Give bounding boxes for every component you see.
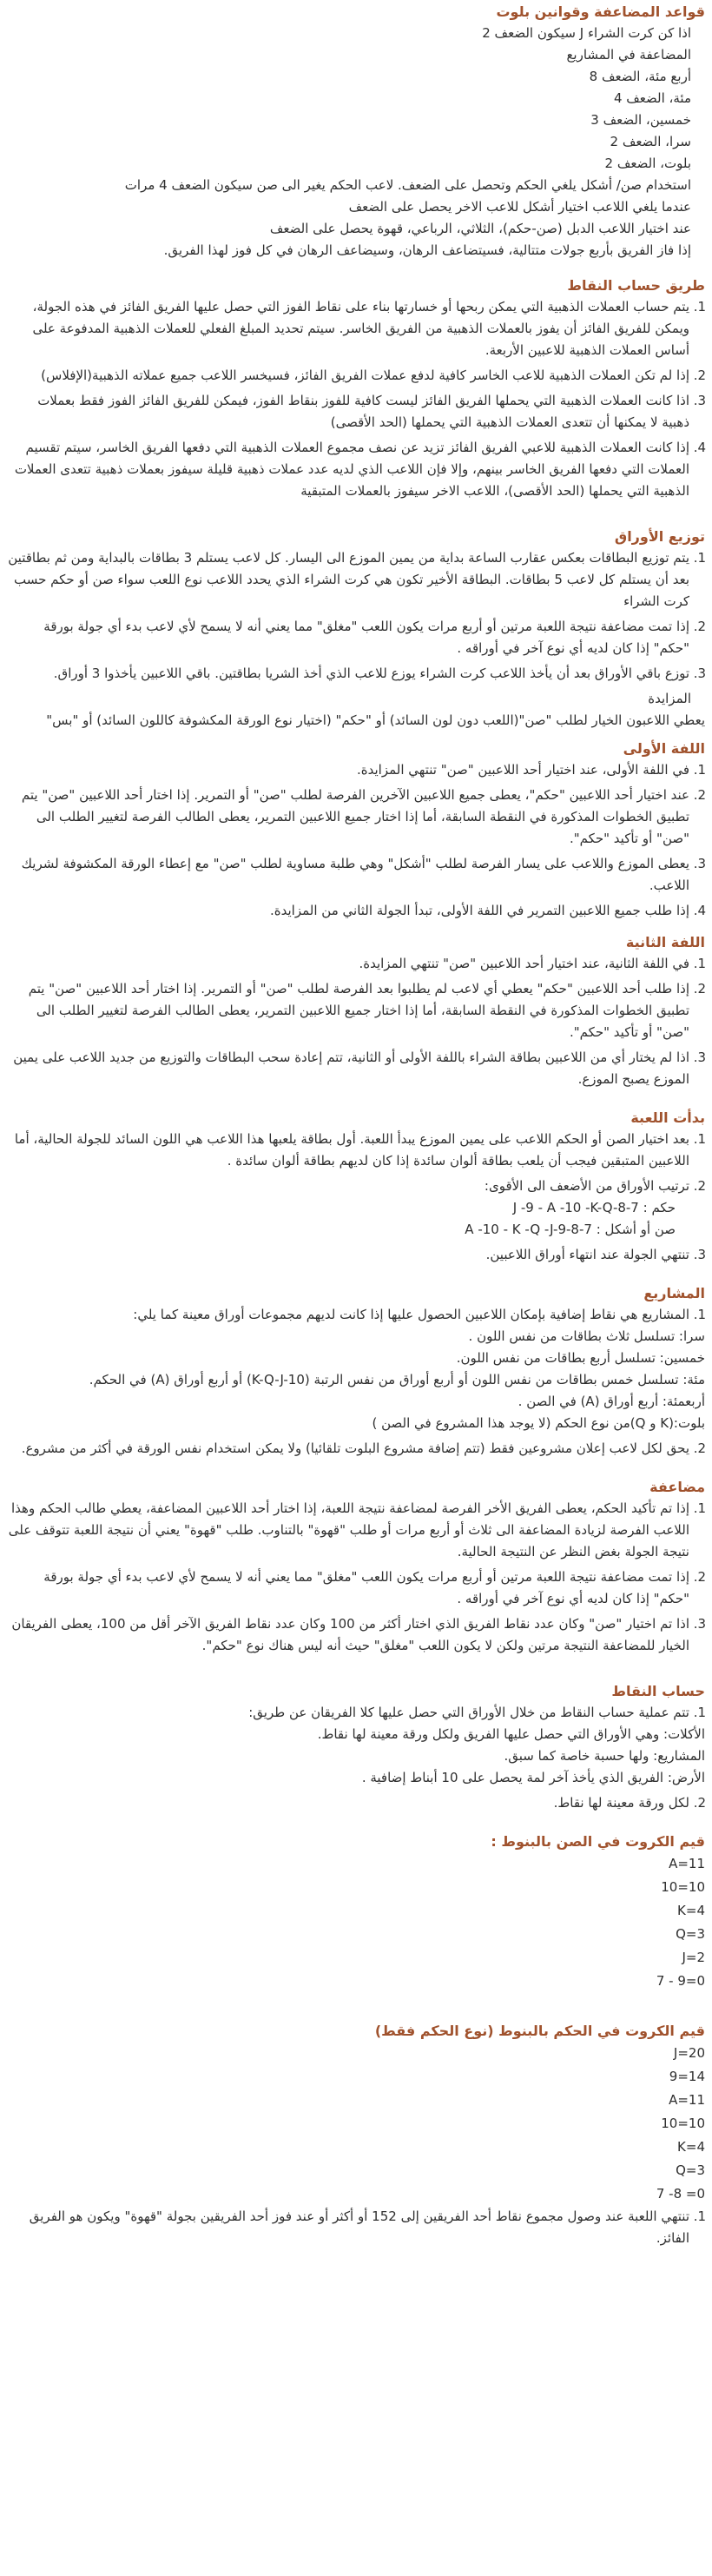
doubling-line: استخدام صن/ أشكل يلغي الحكم وتحصل على الضعف. لاعب الحكم يغير الى صن سيكون الضعف 4 مرات — [124, 177, 691, 193]
sun-values-list — [7, 1852, 705, 1993]
list-item: 1. إذا تم تأكيد الحكم، يعطى الفريق الأخر الفرصة لمضاعفة نتيجة اللعبة، إذا اختار أحد اللاعبين المضاعفة، يعطي طالب الحكم وهذا اللاعب الفرصة لزيادة المضاعفة الى ثلاث أو أربع مرات أو طلب "قهوة" بالتناوب. طلب "قهوة" يعني أن نتيجة اللعبة تتوقف على نتيجة الجولة بغض النظر عن النتيجة الحالية. — [7, 1498, 689, 1563]
doubling-line: خمسين، الضعف 3 — [590, 112, 691, 128]
list-item — [7, 1175, 689, 1241]
card-value: K=4 — [677, 1903, 705, 1918]
counting-list — [7, 1702, 705, 1814]
card-value: A=11 — [669, 1856, 705, 1871]
project-line: بلوت:(K و Q)من نوع الحكم (لا يوجد هذا المشروع في الصن ) — [372, 1415, 705, 1431]
doubling-line: إذا فاز الفريق بأربع جولات متتالية، فسيتضاعف الرهان، وسيضاعف الرهان في كل فوز لهذا الفريق. — [163, 242, 691, 258]
end-list — [7, 2206, 705, 2249]
doubling-line: عند اختيار اللاعب الدبل (صن-حكم)، الثلاثي، الرباعي، قهوة يحصل على الضعف — [269, 221, 691, 236]
list-item — [7, 1304, 705, 1434]
list-item: 1. بعد اختيار الصن أو الحكم اللاعب على يمين الموزع يبدأ اللعبة. أول بطاقة يلعبها هذا اللاعب هي اللون السائد للجولة الحالية، أما اللاعبين المتبقين فيجب أن يلعب بطاقة ألوان سائدة إذا كان لديهم بطاقة ألوان سائدة . — [7, 1129, 689, 1172]
doubling-line: بلوت، الضعف 2 — [604, 156, 691, 171]
counting-line: المشاريع: ولها حسبة خاصة كما سبق. — [504, 1748, 705, 1764]
section-title: قواعد المضاعفة وقوانين بلوت — [496, 3, 705, 20]
bidding-title: المزايدة — [648, 691, 691, 706]
list-item: 3. توزع باقي الأوراق بعد أن يأخذ اللاعب كرت الشراء يوزع للاعب الذي أخذ الشريا بطاقتين. باقي اللاعبين يأخذوا 3 أوراق. — [7, 663, 689, 685]
doubling-line: اذا كن كرت الشراء J سيكون الضعف 2 — [482, 25, 691, 41]
list-item: 3. اذا لم يختار أي من اللاعبين بطاقة الشراء باللفة الأولى أو الثانية، تتم إعادة سحب البطاقات والتوزيع من جديد اللاعب على يمين الموزع يصبح الموزع. — [7, 1047, 689, 1090]
list-item: 3. اذا كانت العملات الذهبية التي يحملها الفريق الفائز ليست كافية للفوز بنقاط الفوز، فيمكن للفريق الفائز الفوز فقط بعملات ذهبية لا يمكنها أن تتعدى العملات الذهبية التي يحملها (الحد الأقصى) — [7, 390, 689, 434]
list-item: 3. يعطى الموزع واللاعب على يسار الفرصة لطلب "أشكل" وهي طلبة مساوية لطلب "صن" مع إعطاء الورقة المكشوفة لشريك اللاعب. — [7, 853, 689, 897]
doubling-line: سرا، الضعف 2 — [610, 134, 691, 149]
list-item: 1. تنتهي اللعبة عند وصول مجموع نقاط أحد الفريقين إلى 152 أو أكثر أو عند فوز أحد الفريقين بجولة "قهوة" ويكون هو الفريق الفائز. — [7, 2206, 689, 2249]
doubling-lines — [7, 23, 705, 262]
section-title: مضاعفة — [649, 1479, 705, 1495]
game-start-list — [7, 1129, 705, 1266]
card-value: K=4 — [677, 2139, 705, 2155]
list-item — [7, 1702, 705, 1789]
section-title: قيم الكروت في الصن بالبنوط : — [491, 1833, 705, 1850]
list-item: 4. إذا كانت العملات الذهبية للاعبي الفريق الفائز تزيد عن نصف مجموع العملات الذهبية التي دفعها الفريق الخاسر، سيتم تقسيم العملات التي دفعها الفريق الخاسر بينهم، وإلا فإن اللاعب الذي لديه عدد عملات ذهبية قليلة سيفوز بعملات ذهبية تتعدى العملات الذهبية التي يحملها (الحد الأقصى)، اللاعب الاخر سيفوز بالعملات المتبقية — [7, 437, 689, 502]
card-value: J=20 — [673, 2045, 705, 2061]
section-title: طريق حساب النقاط — [567, 277, 705, 294]
dealing-section — [7, 526, 705, 732]
card-order-hokm: حكم : J -9 - A -10 -K-Q-8-7 — [512, 1200, 676, 1215]
section-title: قيم الكروت في الحكم بالبنوط (نوع الحكم فقط) — [374, 2023, 705, 2039]
project-line: أربعمئة: أربع أوراق (A) في الصن . — [518, 1394, 705, 1409]
list-item: 4. إذا طلب جميع اللاعبين التمرير في اللفة الأولى، تبدأ الجولة الثاني من المزايدة. — [7, 900, 689, 922]
project-line: سرا: تسلسل ثلاث بطاقات من نفس اللون . — [468, 1328, 705, 1344]
projects-list — [7, 1304, 705, 1460]
doubling-section — [7, 2, 705, 262]
doubling-line: مئة، الضعف 4 — [613, 90, 691, 106]
list-item: 2. إذا لم تكن العملات الذهبية للاعب الخاسر كافية لدفع عملات الفريق الفائز، فسيخسر اللاعب جميع عملاته الذهبية(الإفلاس) — [7, 365, 689, 387]
list-item: 3. اذا تم اختيار "صن" وكان عدد نقاط الفريق الذي اختار أكثر من 100 وكان عدد نقاط الفريق الآخر أقل من 100، يعطى الفريقان الخيار للمضاعفة النتيجة مرتين ولكن لا يكون اللعب "مغلق" حيث أنه ليس هناك نوع "حكم". — [7, 1613, 689, 1657]
card-value: Q=3 — [676, 2162, 705, 2178]
game-start-section — [7, 1108, 705, 1266]
doubling-line: أربع مئة، الضعف 8 — [589, 69, 691, 84]
list-item: 2. عند اختيار أحد اللاعبين "حكم"، يعطى جميع اللاعبين الآخرين الفرصة لطلب "صن" أو التمرير. إذا اختار أحد اللاعبين "صن" يتم تطبيق الخطوات المذكورة في النقطة السابقة، أما إذا اختار جميع اللاعبين التمرير، يعطى الطالب الفرصة لتغيير الطلب الى "صن" أو تأكيد "حكم". — [7, 785, 689, 850]
list-item: 2. إذا تمت مضاعفة نتيجة اللعبة مرتين أو أربع مرات يكون اللعب "مغلق" مما يعني أنه لا يسمح لأي لاعب بدء أي جولة بورقة "حكم" إذا كان لديه أي نوع آخر في أوراقه . — [7, 616, 689, 659]
section-title: بدأت اللعبة — [630, 1109, 705, 1126]
card-order-sun: صن أو أشكل : A -10 - K -Q -J-9-8-7 — [465, 1222, 676, 1237]
list-item: 1. في اللفة الثانية، عند اختيار أحد اللاعبين "صن" تنتهي المزايدة. — [7, 953, 689, 975]
section-title: اللفة الأولى — [623, 740, 705, 757]
counting-section — [7, 1681, 705, 1814]
card-value: 10=10 — [661, 1879, 705, 1895]
card-value: 7 - 9=0 — [656, 1973, 705, 1989]
card-value: J=2 — [682, 1950, 705, 1965]
section-title: اللفة الثانية — [625, 934, 705, 950]
dealing-list — [7, 547, 705, 685]
counting-line: الأرض: الفريق الذي يأخذ آخر لمة يحصل على 10 أبناط إضافية . — [361, 1770, 705, 1785]
projects-section — [7, 1283, 705, 1460]
round-one-section — [7, 738, 705, 922]
project-line: مئة: تسلسل خمس بطاقات من نفس اللون أو أربع أوراق من نفس الرتبة (K-Q-J-10) أو أربع أوراق (A) في الحكم. — [89, 1372, 705, 1387]
round-one-list — [7, 759, 705, 922]
section-title: حساب النقاط — [611, 1683, 705, 1699]
list-item: 1. يتم حساب العملات الذهبية التي يمكن ربحها أو خسارتها بناء على نقاط الفوز التي حصل عليها الفريق الفائز في هذه الجولة، ويمكن للفريق الفائز أن يفوز بالعملات الذهبية من الفريق الخاسر. سيتم تحديد المبلغ الفعلي للعملات الذهبية المدفوعة على أساس العملات الذهبية للاعبين الأربعة. — [7, 296, 689, 361]
points-method-section — [7, 275, 705, 502]
list-item: 2. إذا تمت مضاعفة نتيجة اللعبة مرتين أو أربع مرات يكون اللعب "مغلق" مما يعني أنه لا يسمح لأي لاعب بدء أي جولة بورقة "حكم" إذا كان لديه أي نوع آخر في أوراقه . — [7, 1566, 689, 1610]
list-item: 1. يتم توزيع البطاقات بعكس عقارب الساعة بداية من يمين الموزع الى اليسار. كل لاعب يستلم 3 بطاقات بالبداية ومن ثم بطاقتين بعد أن يستلم كل لاعب 5 بطاقات. البطاقة الأخير تكون هي كرت الشراء الذي يحدد اللاعب نوع اللعب سواء صن أو حكم حسب كرت الشراء — [7, 547, 689, 613]
counting-line: الأكلات: وهي الأوراق التي حصل عليها الفريق ولكل ورقة معينة لها نقاط. — [317, 1726, 705, 1742]
card-value: Q=3 — [676, 1926, 705, 1942]
list-item: 2. لكل ورقة معينة لها نقاط. — [7, 1792, 689, 1814]
doubling-line: عندما يلغي اللاعب اختيار أشكل للاعب الاخر يحصل على الضعف — [348, 199, 691, 215]
counting-intro: تتم عملية حساب النقاط من خلال الأوراق التي حصل عليها كلا الفريقان عن طريق: — [248, 1705, 689, 1720]
round-two-section — [7, 932, 705, 1090]
round-two-list — [7, 953, 705, 1090]
section-title: توزيع الأوراق — [614, 528, 705, 545]
sun-values-section — [7, 1831, 705, 1993]
section-title: المشاريع — [643, 1285, 705, 1301]
multiply-list — [7, 1498, 705, 1657]
doubling-line: المضاعفة في المشاريع — [566, 47, 691, 63]
list-item: 2. يحق لكل لاعب إعلان مشروعين فقط (تتم إضافة مشروع البلوت تلقائيا) ولا يمكن استخدام نفس الورقة في أكثر من مشروع. — [7, 1438, 689, 1460]
card-value: 10=10 — [661, 2116, 705, 2131]
list-item: 3. تنتهي الجولة عند انتهاء أوراق اللاعبين. — [7, 1244, 689, 1266]
projects-intro: المشاريع هي نقاط إضافية بإمكان اللاعبين الحصول عليها إذا كانت لديهم مجموعات أوراق معينة كما يلي: — [133, 1307, 689, 1322]
hokm-values-list — [7, 2042, 705, 2206]
hokm-values-section — [7, 2021, 705, 2249]
card-value: A=11 — [669, 2092, 705, 2108]
list-item: 1. في اللفة الأولى، عند اختيار أحد اللاعبين "صن" تنتهي المزايدة. — [7, 759, 689, 781]
bidding-text: يعطي اللاعبون الخيار لطلب "صن"(اللعب دون لون السائد) أو "حكم" (اختيار نوع الورقة المكشوفة كاللون السائد) أو "بس" — [46, 712, 705, 728]
card-value: 9=14 — [669, 2069, 705, 2084]
list-item: 2. إذا طلب أحد اللاعبين "حكم" يعطي أي لاعب لم يطلبوا بعد الفرصة لطلب "صن" أو التمرير. إذا اختار أحد اللاعبين "صن" يتم تطبيق الخطوات المذكورة في النقطة السابقة، أما إذا اختار جميع اللاعبين التمرير، يعطى الطالب الفرصة لتغيير الطلب الى "صن" أو تأكيد "حكم". — [7, 978, 689, 1043]
points-method-list — [7, 296, 705, 502]
card-value: 7 -8 =0 — [656, 2186, 705, 2202]
multiply-section — [7, 1477, 705, 1657]
card-order-label: ترتيب الأوراق من الأضعف الى الأقوى: — [484, 1178, 689, 1194]
project-line: خمسين: تسلسل أربع بطاقات من نفس اللون. — [456, 1350, 705, 1366]
